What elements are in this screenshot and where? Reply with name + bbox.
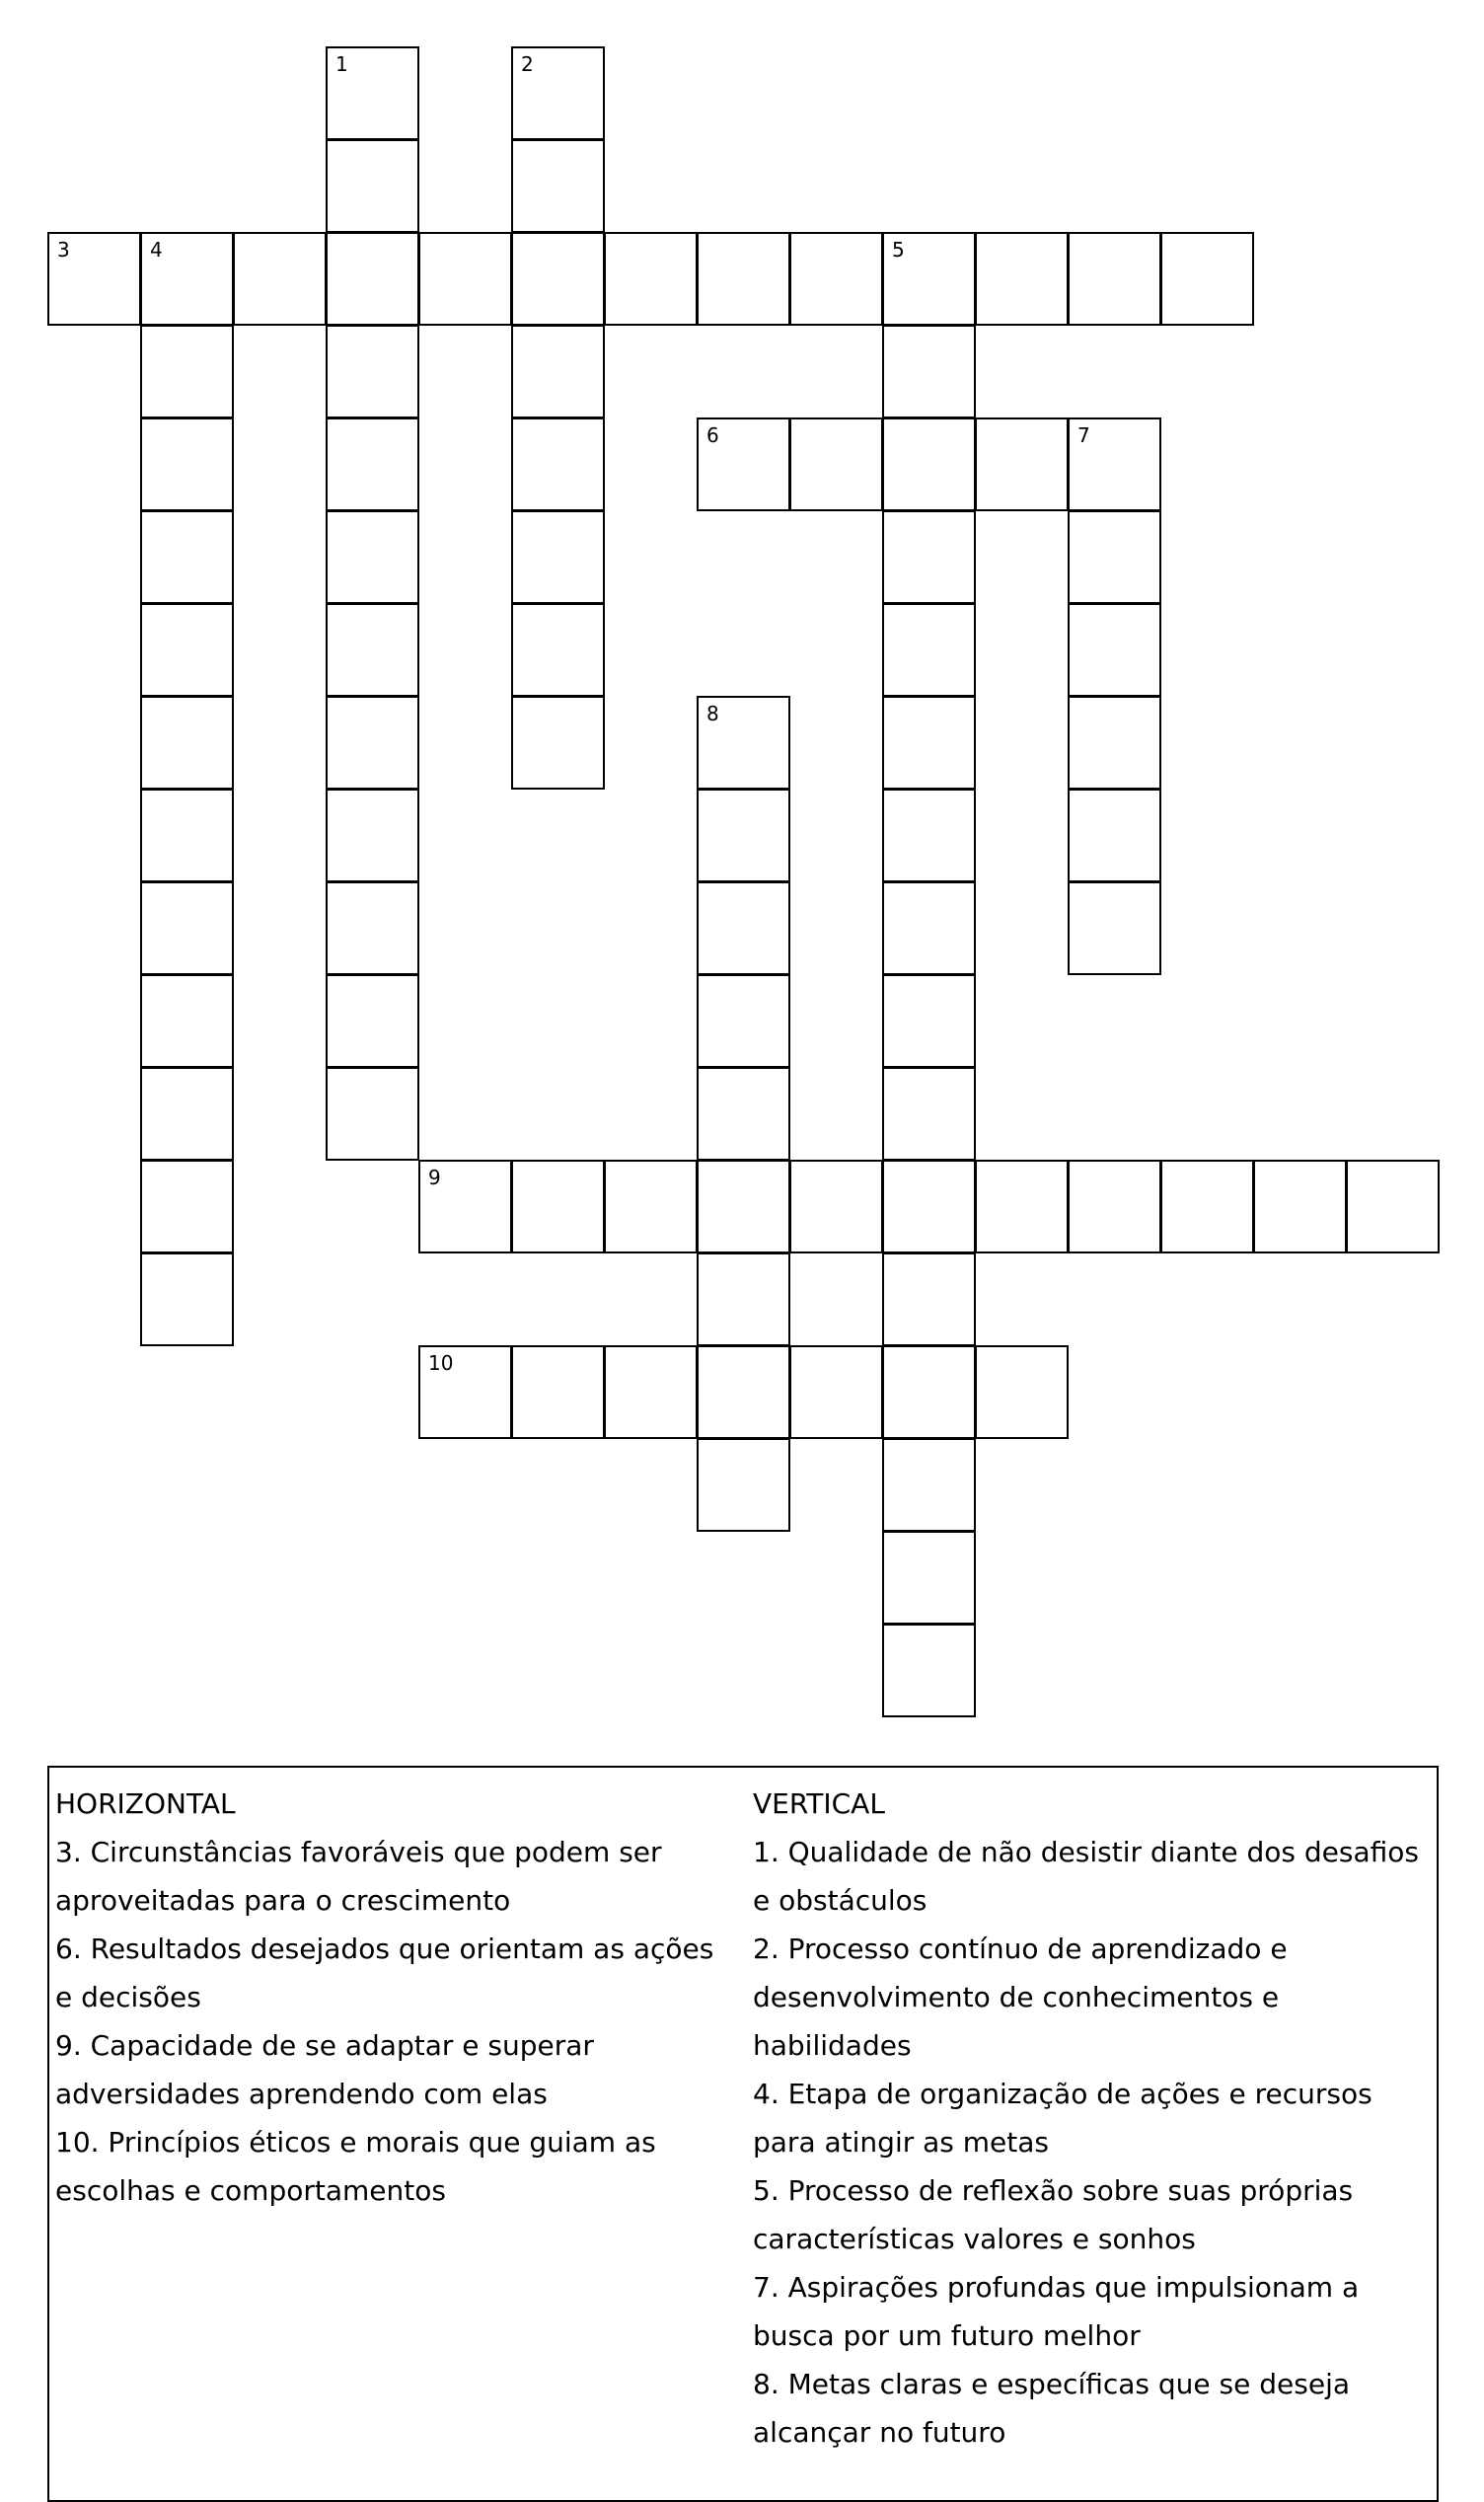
crossword-cell[interactable]: [697, 417, 790, 511]
crossword-cell[interactable]: [1068, 696, 1161, 790]
crossword-cell[interactable]: [326, 510, 419, 604]
crossword-cell[interactable]: [697, 232, 790, 326]
crossword-cell[interactable]: [140, 603, 234, 697]
crossword-cell[interactable]: [882, 603, 976, 697]
clue-horizontal-6: 6. Resultados desejados que orientam as ações e decisões: [55, 1933, 714, 2013]
clue-number: 3: [57, 238, 70, 262]
crossword-cell[interactable]: [882, 1624, 976, 1717]
crossword-cell[interactable]: [604, 232, 698, 326]
crossword-cell[interactable]: [326, 417, 419, 511]
crossword-cell[interactable]: [326, 1067, 419, 1161]
crossword-cell[interactable]: [233, 232, 327, 326]
crossword-cell[interactable]: [882, 510, 976, 604]
clue-horizontal-10: 10. Princípios éticos e morais que guiam as escolhas e comportamentos: [55, 2126, 656, 2207]
crossword-cell[interactable]: [975, 1160, 1069, 1253]
vertical-clues: [753, 1780, 1434, 2457]
crossword-cell[interactable]: [511, 696, 605, 790]
crossword-cell[interactable]: [511, 139, 605, 233]
clue-vertical-7: 7. Aspirações profundas que impulsionam a busca por um futuro melhor: [753, 2271, 1360, 2352]
crossword-cell[interactable]: [604, 1160, 698, 1253]
clue-number: 2: [521, 52, 534, 76]
crossword-cell[interactable]: [511, 46, 605, 140]
crossword-cell[interactable]: [511, 510, 605, 604]
crossword-cell[interactable]: [882, 1160, 976, 1253]
crossword-cell[interactable]: [697, 696, 790, 790]
crossword-cell[interactable]: [418, 232, 512, 326]
crossword-cell[interactable]: [789, 1160, 883, 1253]
crossword-cell[interactable]: [697, 1438, 790, 1532]
crossword-cell[interactable]: [882, 232, 976, 326]
crossword-cell[interactable]: [140, 417, 234, 511]
crossword-cell[interactable]: [1068, 510, 1161, 604]
crossword-cell[interactable]: [140, 1160, 234, 1253]
crossword-cell[interactable]: [326, 325, 419, 418]
crossword-cell[interactable]: [1068, 881, 1161, 975]
horizontal-heading: HORIZONTAL: [55, 1787, 236, 1820]
crossword-cell[interactable]: [326, 881, 419, 975]
crossword-cell[interactable]: [140, 696, 234, 790]
crossword-cell[interactable]: [882, 1438, 976, 1532]
crossword-cell[interactable]: [789, 417, 883, 511]
crossword-cell[interactable]: [882, 974, 976, 1068]
clue-number: 1: [335, 52, 348, 76]
clue-number: 6: [706, 423, 719, 447]
crossword-cell[interactable]: [140, 1067, 234, 1161]
crossword-cell[interactable]: [882, 1252, 976, 1346]
crossword-cell[interactable]: [418, 1345, 512, 1439]
clue-vertical-1: 1. Qualidade de não desistir diante dos desafios e obstáculos: [753, 1836, 1419, 1917]
crossword-cell[interactable]: [140, 974, 234, 1068]
crossword-cell[interactable]: [697, 1067, 790, 1161]
clue-horizontal-9: 9. Capacidade de se adaptar e superar adversidades aprendendo com elas: [55, 2029, 594, 2110]
crossword-cell[interactable]: [1068, 789, 1161, 882]
crossword-cell[interactable]: [975, 232, 1069, 326]
clue-number: 7: [1077, 423, 1090, 447]
crossword-cell[interactable]: [789, 1345, 883, 1439]
crossword-cell[interactable]: [1068, 1160, 1161, 1253]
crossword-cell[interactable]: [511, 417, 605, 511]
crossword-cell[interactable]: [697, 1160, 790, 1253]
clue-vertical-8: 8. Metas claras e específicas que se deseja alcançar no futuro: [753, 2368, 1351, 2449]
crossword-cell[interactable]: [882, 417, 976, 511]
crossword-cell[interactable]: [511, 1345, 605, 1439]
crossword-cell[interactable]: [326, 232, 419, 326]
crossword-cell[interactable]: [1253, 1160, 1347, 1253]
crossword-cell[interactable]: [511, 325, 605, 418]
crossword-cell[interactable]: [418, 1160, 512, 1253]
clue-box: [47, 1766, 1439, 2502]
crossword-cell[interactable]: [882, 1345, 976, 1439]
crossword-cell[interactable]: [1160, 1160, 1254, 1253]
crossword-cell[interactable]: [511, 603, 605, 697]
crossword-cell[interactable]: [326, 139, 419, 233]
crossword-cell[interactable]: [47, 232, 141, 326]
crossword-cell[interactable]: [140, 232, 234, 326]
crossword-cell[interactable]: [882, 1531, 976, 1625]
clue-number: 4: [150, 238, 163, 262]
crossword-cell[interactable]: [975, 417, 1069, 511]
crossword-cell[interactable]: [326, 789, 419, 882]
clue-number: 10: [428, 1351, 454, 1375]
crossword-cell[interactable]: [1068, 417, 1161, 511]
clue-vertical-4: 4. Etapa de organização de ações e recursos para atingir as metas: [753, 2078, 1373, 2159]
vertical-heading: VERTICAL: [753, 1787, 885, 1820]
clue-horizontal-3: 3. Circunstâncias favoráveis que podem ser aproveitadas para o crescimento: [55, 1836, 662, 1917]
crossword-cell[interactable]: [140, 881, 234, 975]
clue-vertical-5: 5. Processo de reflexão sobre suas próprias características valores e sonhos: [753, 2174, 1354, 2255]
crossword-cell[interactable]: [511, 1160, 605, 1253]
crossword-cell[interactable]: [604, 1345, 698, 1439]
crossword-cell[interactable]: [882, 1067, 976, 1161]
crossword-cell[interactable]: [789, 232, 883, 326]
crossword-cell[interactable]: [697, 881, 790, 975]
crossword-cell[interactable]: [140, 510, 234, 604]
crossword-cell[interactable]: [1346, 1160, 1440, 1253]
crossword-cell[interactable]: [1068, 603, 1161, 697]
crossword-cell[interactable]: [140, 1252, 234, 1346]
crossword-cell[interactable]: [326, 46, 419, 140]
clue-vertical-2: 2. Processo contínuo de aprendizado e desenvolvimento de conhecimentos e habilidades: [753, 1933, 1288, 2062]
clue-number: 8: [706, 702, 719, 725]
horizontal-clues: [55, 1780, 736, 2215]
crossword-cell[interactable]: [140, 325, 234, 418]
crossword-cell[interactable]: [882, 881, 976, 975]
crossword-cell[interactable]: [882, 325, 976, 418]
crossword-cell[interactable]: [697, 789, 790, 882]
crossword-cell[interactable]: [697, 974, 790, 1068]
crossword-cell[interactable]: [697, 1252, 790, 1346]
clue-number: 5: [892, 238, 905, 262]
crossword-cell[interactable]: [140, 789, 234, 882]
crossword-cell[interactable]: [697, 1345, 790, 1439]
clue-number: 9: [428, 1166, 441, 1189]
crossword-cell[interactable]: [326, 696, 419, 790]
crossword-cell[interactable]: [1068, 232, 1161, 326]
crossword-cell[interactable]: [326, 974, 419, 1068]
crossword-cell[interactable]: [882, 789, 976, 882]
crossword-cell[interactable]: [1160, 232, 1254, 326]
crossword-cell[interactable]: [511, 232, 605, 326]
crossword-cell[interactable]: [882, 696, 976, 790]
crossword-cell[interactable]: [326, 603, 419, 697]
crossword-cell[interactable]: [975, 1345, 1069, 1439]
